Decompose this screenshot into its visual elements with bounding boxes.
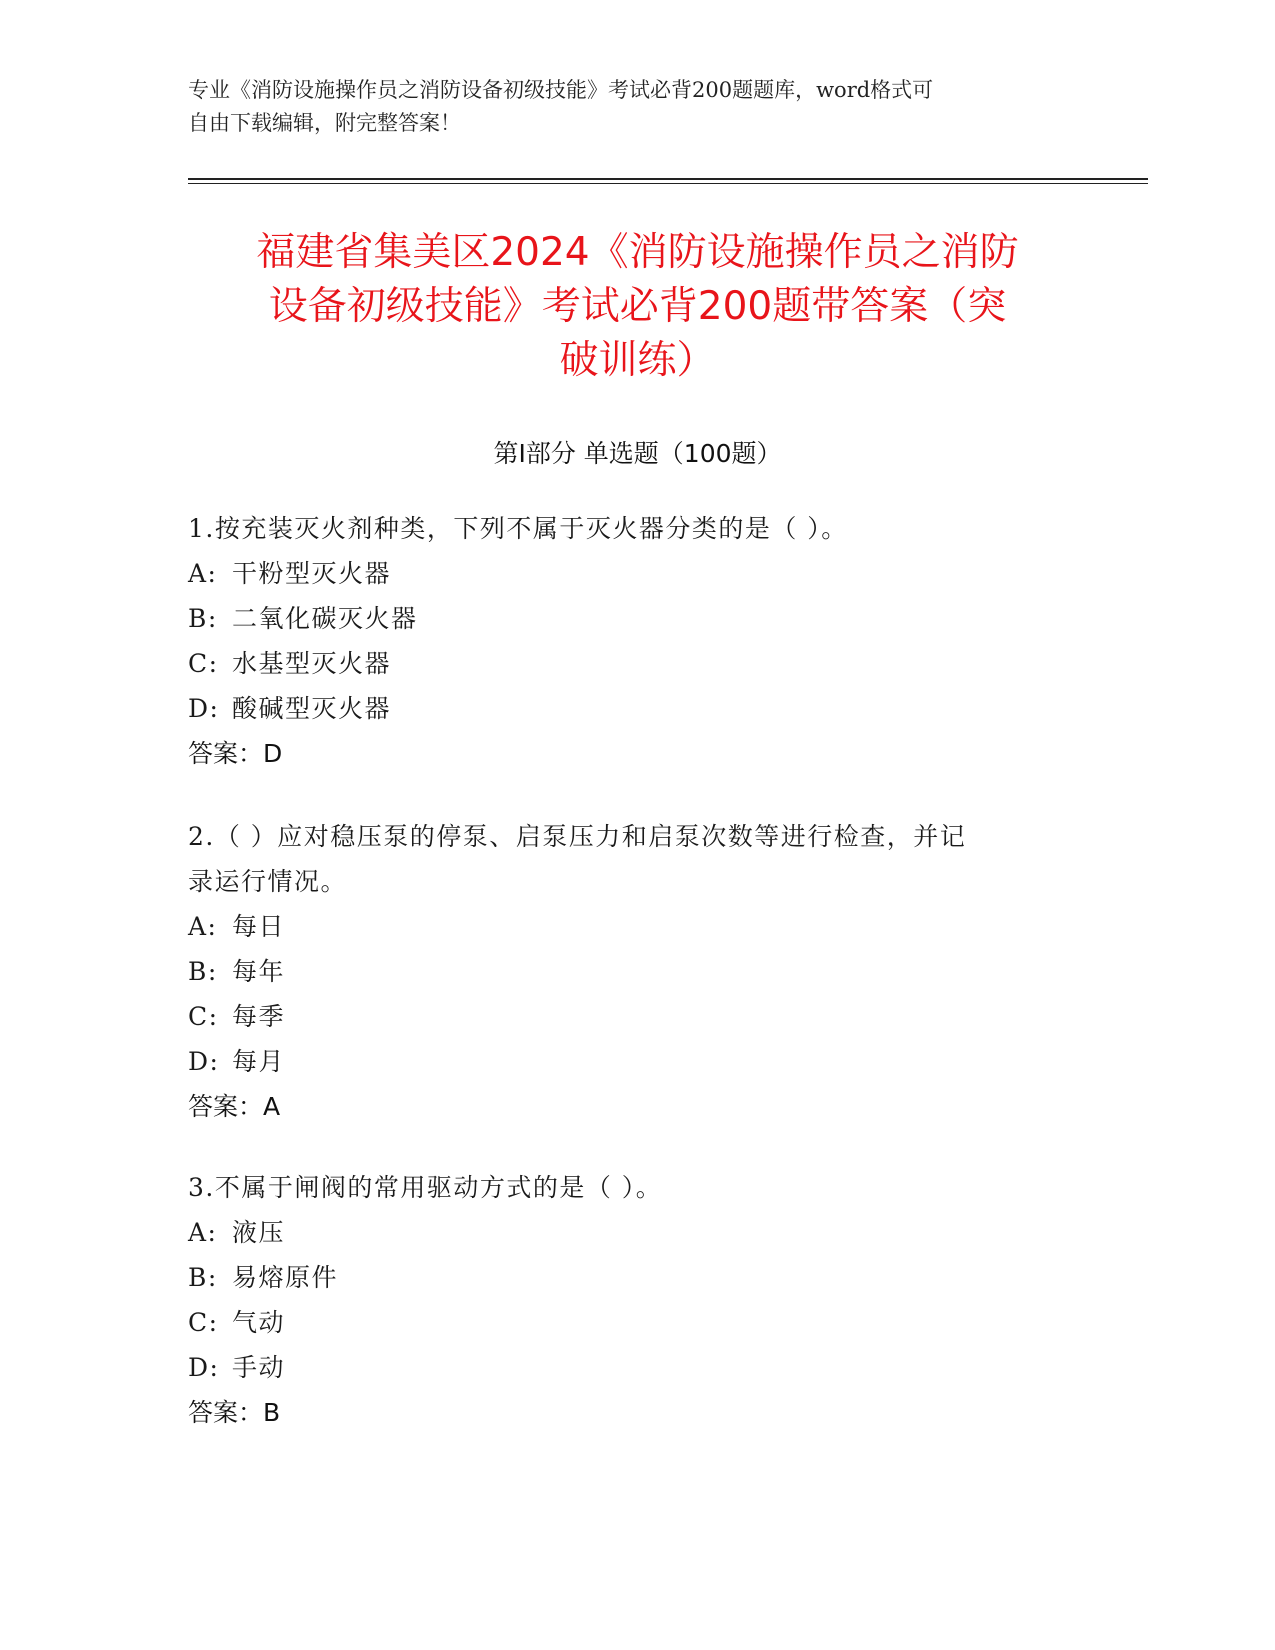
option-b (188, 596, 1108, 641)
title-line-2: 设备初级技能》考试必背200题带答案（突 (268, 284, 1007, 329)
option-key: A: (188, 559, 218, 588)
option-d (188, 1039, 1108, 1084)
option-text: 二氧化碳灭火器 (232, 604, 418, 633)
question-2 (188, 814, 1108, 1129)
section-heading: 第I部分 单选题（100题） (493, 439, 782, 468)
option-key: B: (188, 957, 218, 986)
answer: 答案：A (188, 1092, 281, 1121)
option-c (188, 641, 1108, 686)
question-stem: 1.按充装灭火剂种类，下列不属于灭火器分类的是（ ）。 (188, 514, 848, 543)
option-key: C: (188, 1308, 219, 1337)
header-rule-thin (188, 183, 1148, 184)
option-a (188, 1210, 1108, 1255)
option-key: C: (188, 1002, 219, 1031)
option-d (188, 1345, 1108, 1390)
option-text: 气动 (232, 1308, 286, 1337)
question-3 (188, 1165, 1108, 1435)
option-key: A: (188, 1218, 218, 1247)
document-title (160, 226, 1115, 388)
option-text: 手动 (232, 1353, 286, 1382)
option-text: 干粉型灭火器 (232, 559, 392, 588)
option-c (188, 1300, 1108, 1345)
question-stem: 2.（ ）应对稳压泵的停泵、启泵压力和启泵次数等进行检查，并记 (188, 822, 967, 851)
option-text: 每季 (232, 1002, 286, 1031)
option-text: 每年 (232, 957, 286, 986)
option-a (188, 551, 1108, 596)
header-note-line-2: 自由下载编辑，附完整答案！ (188, 111, 461, 135)
question-stem: 3.不属于闸阀的常用驱动方式的是（ ）。 (188, 1173, 663, 1202)
option-a (188, 904, 1108, 949)
option-d (188, 686, 1108, 731)
option-key: D: (188, 1047, 220, 1076)
option-text: 易熔原件 (232, 1263, 339, 1292)
header-note-line-1: 专业《消防设施操作员之消防设备初级技能》考试必背200题题库，word格式可 (188, 78, 934, 102)
option-key: D: (188, 1353, 220, 1382)
answer: 答案：D (188, 739, 283, 768)
option-key: B: (188, 604, 218, 633)
option-key: B: (188, 1263, 218, 1292)
option-text: 酸碱型灭火器 (232, 694, 392, 723)
answer: 答案：B (188, 1398, 281, 1427)
option-text: 每日 (232, 912, 286, 941)
title-line-3: 破训练） (559, 338, 716, 383)
option-text: 水基型灭火器 (232, 649, 392, 678)
option-b (188, 1255, 1108, 1300)
option-key: A: (188, 912, 218, 941)
header-note (188, 74, 1088, 140)
option-key: C: (188, 649, 219, 678)
option-text: 液压 (232, 1218, 286, 1247)
option-key: D: (188, 694, 220, 723)
option-text: 每月 (232, 1047, 286, 1076)
option-c (188, 994, 1108, 1039)
option-b (188, 949, 1108, 994)
title-line-1: 福建省集美区2024《消防设施操作员之消防 (256, 230, 1019, 275)
question-stem-continued: 录运行情况。 (188, 867, 348, 896)
question-1 (188, 506, 1108, 776)
header-rule-thick (188, 178, 1148, 180)
